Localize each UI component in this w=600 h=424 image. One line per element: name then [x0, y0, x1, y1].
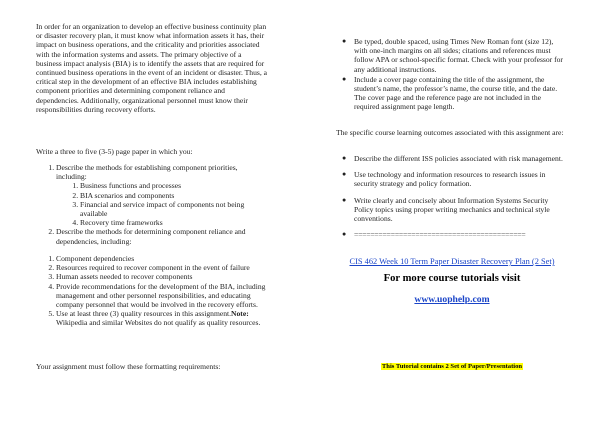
sub-list-item: 2. BIA scenarios and components	[80, 191, 268, 200]
bullet-item	[336, 75, 568, 112]
list-item-text: Wikipedia and similar Websites do not qualify as quality resources.	[56, 318, 261, 328]
list-item	[56, 227, 268, 245]
tutorial-note	[336, 361, 568, 371]
more-tutorials-heading: For more course tutorials visit	[383, 273, 521, 284]
list-item: 1. Component dependencies	[56, 254, 268, 263]
list-item-text: Describe the methods for determining component reliance and dependencies, including:	[56, 227, 246, 246]
bullet-item	[336, 37, 568, 74]
course-title-link[interactable]: CIS 462 Week 10 Term Paper Disaster Recovery Plan (2 Set)	[349, 257, 555, 266]
list-item-text: Use at least three (3) quality resources in this assignment.	[56, 309, 232, 319]
bullet-icon: ●	[342, 195, 347, 204]
bullet-icon: ●	[342, 74, 347, 83]
sub-list-item: 1. Business functions and processes	[80, 181, 268, 190]
assignment-lead: Write a three to five (3-5) page paper in which you:	[36, 147, 193, 156]
list-item-text: Describe the methods for establishing component priorities, including:	[56, 163, 238, 182]
formatting-intro: Your assignment must follow these formatting requirements:	[36, 362, 221, 371]
sub-list	[56, 181, 268, 227]
bullet-text: Describe the different ISS policies associated with risk management.	[354, 154, 563, 163]
sub-list-item: 3. Financial and service impact of components not being available	[80, 200, 268, 218]
dependencies-list	[36, 254, 268, 328]
bullet-text: Write clearly and concisely about Information Systems Security Policy topics using proper writing mechanics and technical style conventions.	[354, 195, 550, 224]
list-item: 3. Human assets needed to recover components	[56, 272, 268, 281]
requirements-list	[36, 163, 268, 246]
list-item: 4. Provide recommendations for the development of the BIA, including management and other personnel responsibilities, and educating company personnel that would be involved in the recovery efforts.	[56, 282, 268, 310]
bullet-icon: ●	[342, 230, 347, 239]
outcomes-intro: The specific course learning outcomes associated with this assignment are:	[336, 128, 564, 137]
bullet-item	[336, 170, 568, 188]
sub-list-item: 4. Recovery time frameworks	[80, 218, 268, 227]
intro-paragraph: In order for an organization to develop an effective business continuity plan or disaster recovery plan, it must know what information assets it has, their impact on business operations, and the criticality and priorities associated with the information systems and assets. The primary objective of a business impact analysis (BIA) is to identify the assets that are required for continued business operations in the event of an incident or disaster. Thus, a critical step in the development of an effective BIA includes establishing component priorities and determining component reliance and dependencies. Additionally, organizational personnel must know their responsibilities during recovery efforts.	[36, 22, 267, 114]
bullet-icon: ●	[342, 154, 347, 162]
formatting-bullets	[336, 37, 568, 113]
bullet-item	[336, 154, 568, 163]
list-item: 2. Resources required to recover component in the event of failure	[56, 263, 268, 272]
bullet-text: Include a cover page containing the title of the assignment, the student’s name, the professor’s name, the course title, and the date. The cover page and the reference page are not included in the required assignment page length.	[354, 74, 558, 112]
bullet-text: Use technology and information resources to research issues in security strategy and policy formation.	[354, 170, 546, 189]
bullet-text: Be typed, double spaced, using Times New Roman font (size 12), with one-inch margins on all sides; citations and references must follow APA or school-specific format. Check with your professor for any additional instructions.	[354, 37, 563, 74]
separator-item	[336, 230, 568, 239]
separator-line: ==========================================	[354, 230, 526, 240]
list-item	[56, 309, 268, 327]
note-label: Note:	[231, 309, 249, 319]
list-item	[56, 163, 268, 227]
bullet-icon: ●	[342, 37, 347, 45]
bullet-icon: ●	[342, 170, 347, 179]
outcome-bullets	[336, 154, 568, 239]
tutorial-highlight: This Tutorial contains 2 Set of Paper/Presentation	[381, 363, 523, 370]
bullet-item	[336, 196, 568, 224]
website-link[interactable]: www.uophelp.com	[414, 294, 490, 305]
